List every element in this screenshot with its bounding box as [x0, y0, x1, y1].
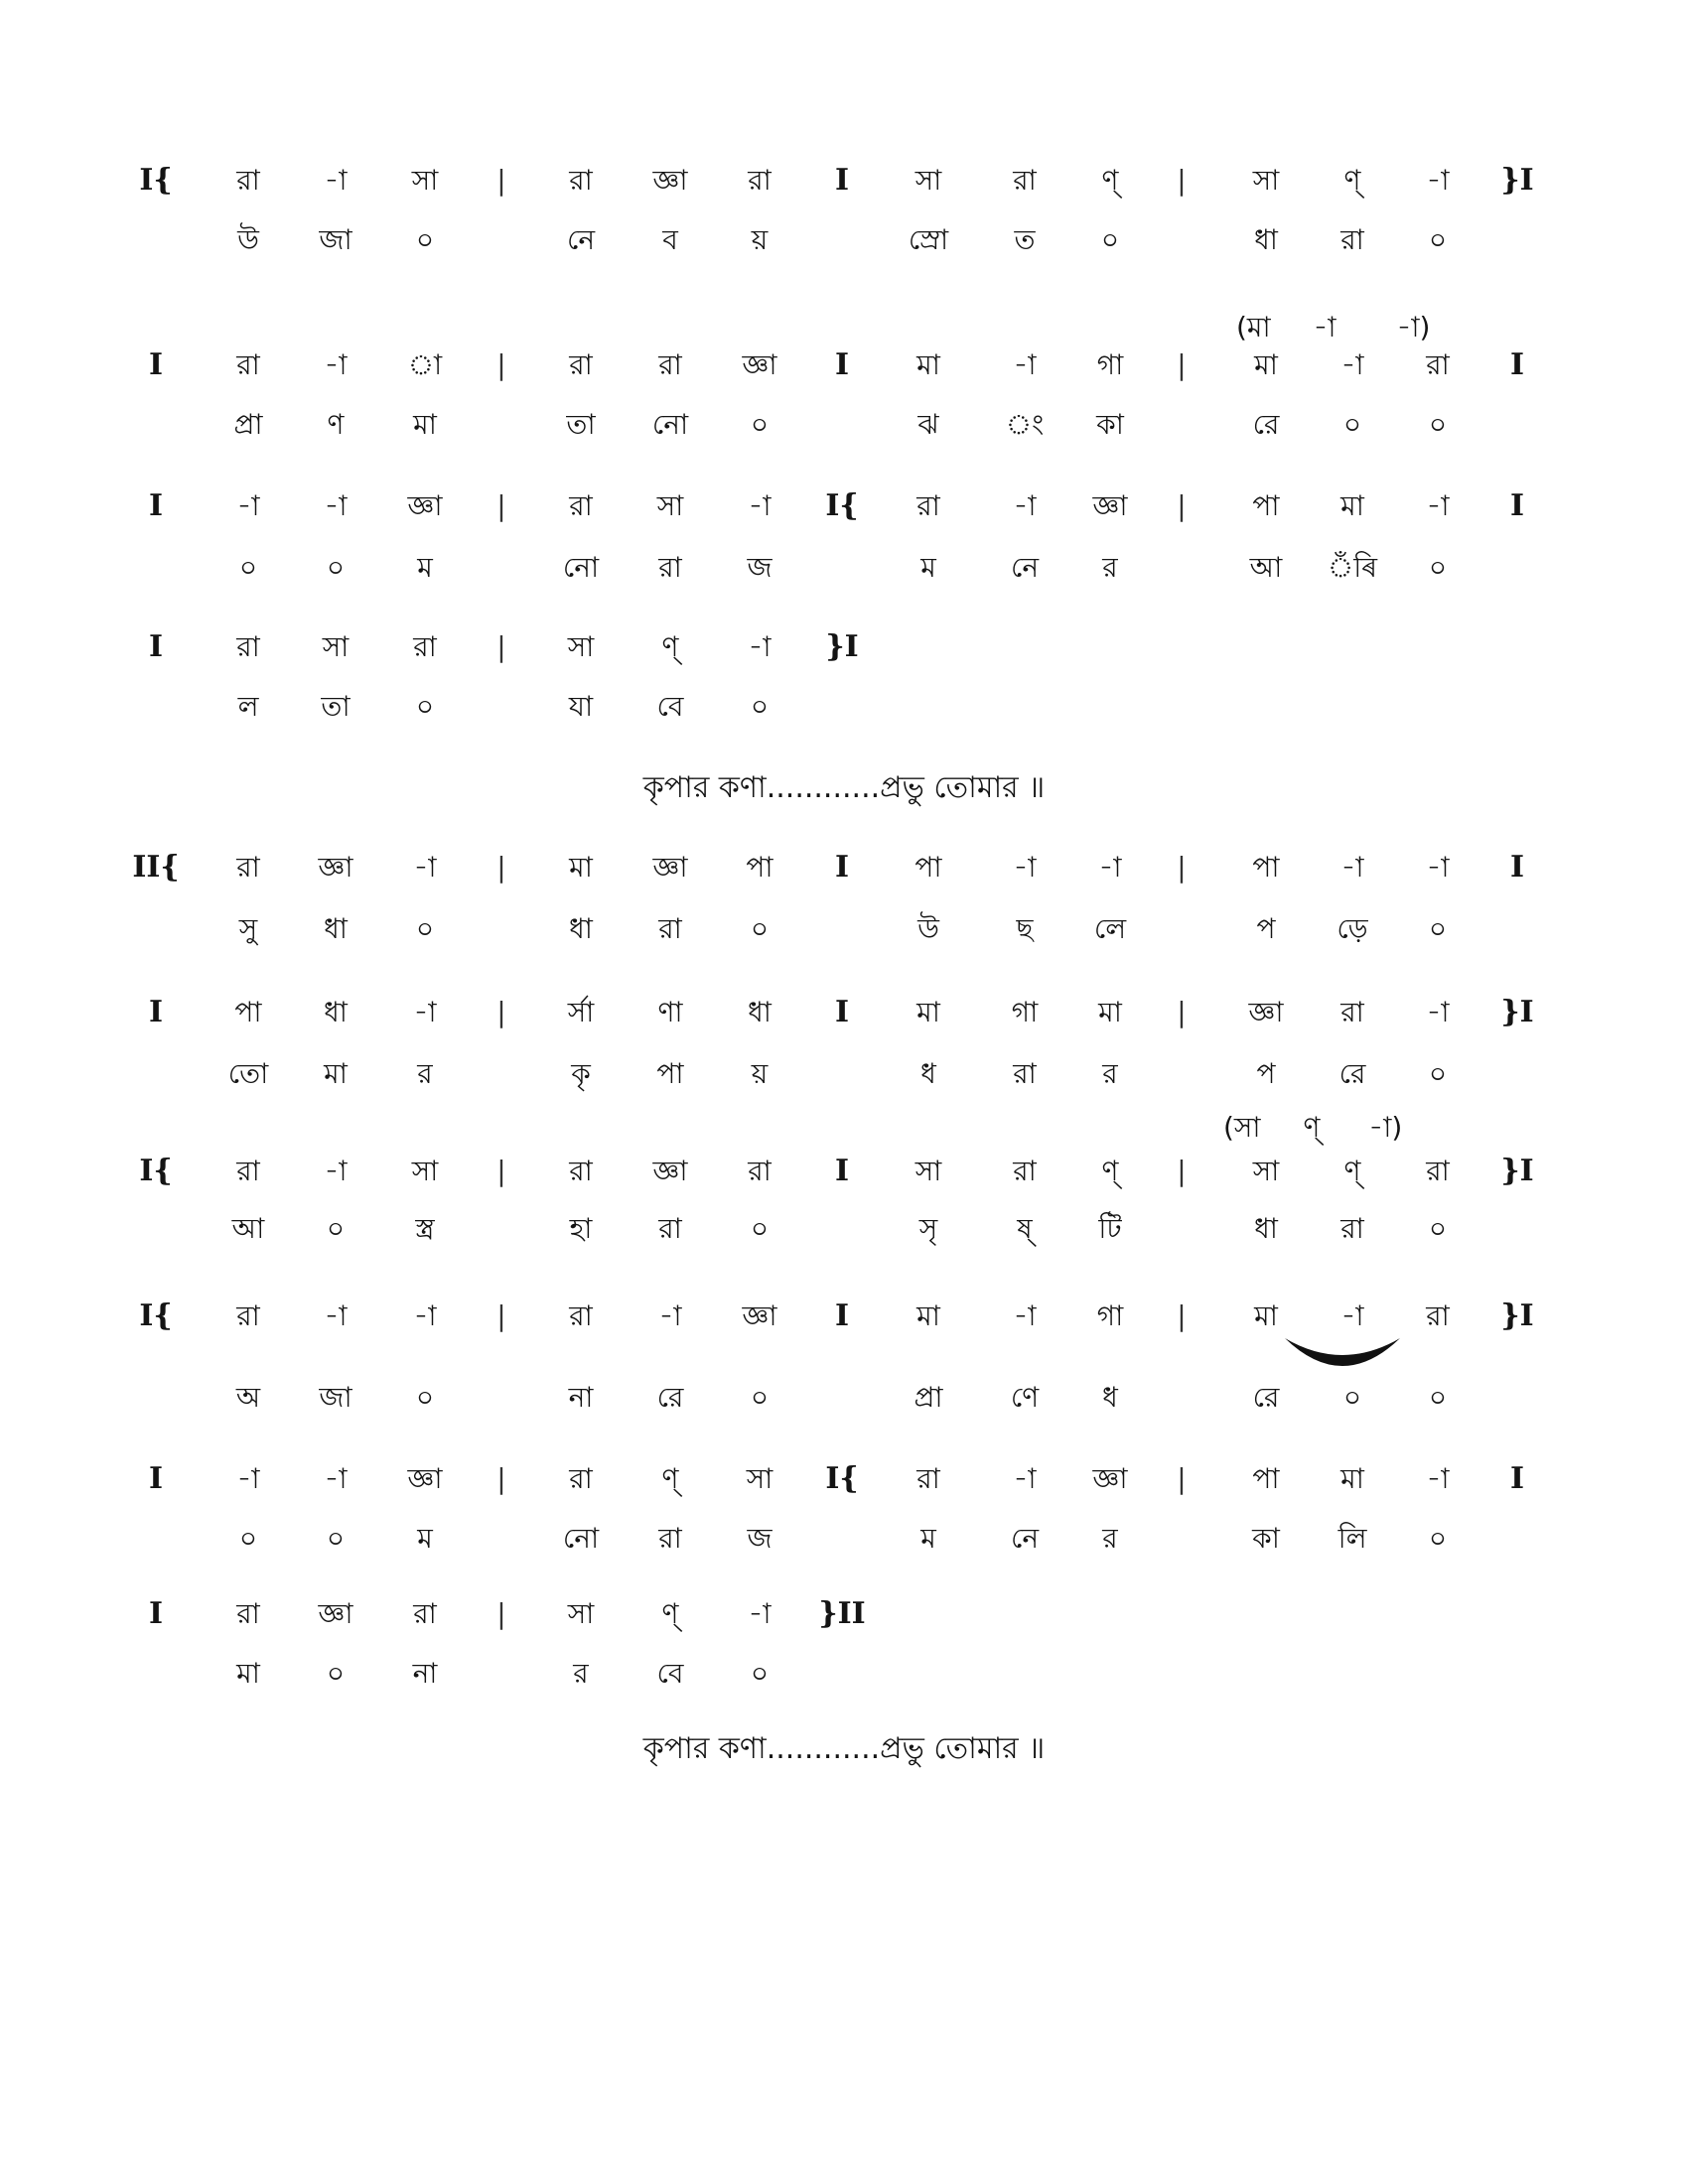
- notation-cell: রা: [569, 348, 593, 381]
- lyric-syllable: রা: [658, 912, 682, 945]
- notation-cell: ধা: [748, 996, 772, 1028]
- lyric-syllable: রা: [658, 1212, 682, 1245]
- lyric-syllable: র: [417, 1057, 433, 1090]
- bar-marker: I{: [139, 1298, 173, 1333]
- notation-cell: রা: [413, 630, 437, 663]
- lyric-syllable: ০: [1428, 1381, 1448, 1414]
- bar-marker: }I: [1500, 163, 1534, 198]
- lyric-syllable: ০: [326, 551, 346, 584]
- lyric-syllable: না: [568, 1381, 594, 1414]
- lyric-syllable: টি: [1098, 1212, 1122, 1245]
- lyrics-row-9: [0, 1519, 1688, 1559]
- lyric-syllable: রা: [1340, 1212, 1364, 1245]
- lyric-syllable: ০: [750, 1212, 770, 1245]
- lyric-syllable: স্রো: [908, 223, 949, 256]
- lyric-syllable: রে: [1252, 1381, 1280, 1414]
- notation-cell: ণ্: [1101, 1155, 1119, 1187]
- lyric-syllable: তো: [227, 1057, 269, 1090]
- lyric-syllable: ণ: [327, 408, 345, 441]
- notation-cell: জ্ঞা: [1092, 1462, 1128, 1495]
- notation-cell: রা: [569, 1155, 593, 1187]
- lyric-syllable: জ: [747, 1522, 773, 1555]
- lyric-syllable: ঁৰি: [1328, 551, 1377, 584]
- notation-row-10: [0, 1594, 1688, 1634]
- notation-cell: রা: [1340, 996, 1364, 1028]
- notation-cell: মা: [1254, 1299, 1278, 1332]
- bar-marker: I: [834, 1154, 850, 1188]
- beat-divider: |: [496, 851, 506, 884]
- lyric-syllable: মা: [324, 1057, 348, 1090]
- lyric-syllable: পা: [656, 1057, 684, 1090]
- notation-cell: ণ্: [661, 1597, 679, 1630]
- lyric-syllable: তা: [566, 408, 596, 441]
- notation-cell: রা: [569, 1462, 593, 1495]
- lyric-syllable: ০: [326, 1657, 346, 1690]
- lyrics-row-5: [0, 909, 1688, 949]
- beat-divider: |: [496, 1155, 506, 1187]
- lyric-syllable: উ: [237, 223, 259, 256]
- bar-marker: I: [834, 850, 850, 885]
- lyric-syllable: ড়ে: [1336, 912, 1368, 945]
- bar-marker: I: [148, 995, 164, 1029]
- lyric-syllable: তা: [321, 690, 351, 723]
- notation-cell: -া: [236, 489, 260, 522]
- slur-mark: [1281, 1332, 1404, 1378]
- lyric-syllable: ০: [415, 223, 435, 256]
- lyric-syllable: ০: [1428, 1057, 1448, 1090]
- notation-cell: ণ্: [1343, 1155, 1361, 1187]
- notation-cell: পা: [914, 851, 942, 884]
- notation-cell: রা: [413, 1597, 437, 1630]
- notation-cell: -া: [1340, 851, 1364, 884]
- notation-cell: -া: [324, 489, 348, 522]
- notation-cell: -া: [413, 851, 437, 884]
- notation-row-4: [0, 627, 1688, 667]
- notation-cell: জ্ঞা: [1248, 996, 1284, 1028]
- notation-cell: -া: [1098, 851, 1122, 884]
- lyric-syllable: ০: [415, 1381, 435, 1414]
- bar-marker: I: [148, 347, 164, 382]
- lyric-syllable: ০: [326, 1212, 346, 1245]
- lyric-syllable: ০: [1428, 223, 1448, 256]
- notation-cell: রা: [1426, 348, 1450, 381]
- lyric-syllable: য়: [751, 223, 769, 256]
- lyric-syllable: ০: [1428, 1212, 1448, 1245]
- notation-cell: -া: [748, 489, 772, 522]
- bar-marker: II{: [132, 850, 180, 885]
- bar-marker: }I: [1500, 1154, 1534, 1188]
- lyric-syllable: নে: [1010, 1522, 1040, 1555]
- alternate-notes-1: [1236, 310, 1430, 345]
- lyric-syllable: রা: [658, 551, 682, 584]
- bar-marker: I: [148, 488, 164, 523]
- lyric-syllable: ০: [1100, 223, 1120, 256]
- lyric-syllable: ম: [417, 551, 433, 584]
- lyric-syllable: বে: [656, 1657, 684, 1690]
- notation-cell: রা: [1426, 1155, 1450, 1187]
- notation-cell: -া: [324, 1155, 348, 1187]
- notation-row-8: [0, 1297, 1688, 1336]
- lyrics-row-2: [0, 405, 1688, 445]
- lyric-syllable: প্রা: [233, 408, 263, 441]
- alternate-note: (সা: [1223, 1111, 1261, 1144]
- lyric-syllable: মা: [413, 408, 437, 441]
- notation-cell: রা: [1013, 1155, 1037, 1187]
- notation-cell: জ্ঞা: [318, 1597, 353, 1630]
- notation-cell: পা: [1252, 1462, 1280, 1495]
- lyric-syllable: ব: [662, 223, 678, 256]
- notation-cell: রা: [1426, 1299, 1450, 1332]
- notation-cell: ণ্: [1343, 164, 1361, 197]
- lyric-syllable: ০: [1342, 408, 1362, 441]
- notation-cell: মা: [916, 1299, 940, 1332]
- lyric-syllable: ০: [415, 690, 435, 723]
- lyrics-row-1: [0, 220, 1688, 260]
- lyric-syllable: রে: [656, 1381, 684, 1414]
- notation-cell: জ্ঞা: [652, 164, 688, 197]
- bar-marker: I{: [139, 163, 173, 198]
- lyric-syllable: প্রা: [914, 1381, 943, 1414]
- lyric-syllable: লি: [1337, 1522, 1367, 1555]
- lyric-syllable: জা: [319, 1381, 352, 1414]
- lyric-syllable: ০: [238, 1522, 258, 1555]
- lyric-syllable: উ: [917, 912, 939, 945]
- notation-cell: -া: [1013, 1462, 1037, 1495]
- notation-cell: -া: [324, 1299, 348, 1332]
- notation-cell: রা: [916, 489, 940, 522]
- notation-cell: রা: [236, 348, 260, 381]
- notation-cell: পা: [1252, 851, 1280, 884]
- beat-divider: |: [1177, 489, 1187, 522]
- lyric-syllable: য়: [751, 1057, 769, 1090]
- notation-cell: রা: [236, 1299, 260, 1332]
- notation-cell: ণ্: [1101, 164, 1119, 197]
- lyric-syllable: কৃ: [571, 1057, 591, 1090]
- lyric-syllable: কা: [1252, 1522, 1280, 1555]
- lyric-syllable: আ: [1249, 551, 1283, 584]
- notation-cell: রা: [236, 630, 260, 663]
- notation-cell: মা: [916, 996, 940, 1028]
- bar-marker: I: [834, 995, 850, 1029]
- bar-marker: }I: [1500, 995, 1534, 1029]
- lyric-syllable: ০: [750, 1381, 770, 1414]
- lyrics-row-10: [0, 1654, 1688, 1694]
- beat-divider: |: [1177, 1462, 1187, 1495]
- notation-cell: -া: [1426, 996, 1450, 1028]
- notation-cell: -া: [324, 1462, 348, 1495]
- notation-cell: -া: [1013, 851, 1037, 884]
- lyric-syllable: ধ: [920, 1057, 936, 1090]
- lyric-syllable: ০: [750, 690, 770, 723]
- alternate-note: (মা: [1236, 311, 1271, 343]
- bar-marker: I: [148, 1596, 164, 1631]
- lyric-syllable: ০: [750, 1657, 770, 1690]
- bar-marker: }I: [1500, 1298, 1534, 1333]
- lyric-syllable: প: [1256, 1057, 1276, 1090]
- alternate-note: -া): [1368, 1111, 1403, 1144]
- lyric-syllable: নো: [562, 551, 600, 584]
- notation-row-6: [0, 993, 1688, 1032]
- beat-divider: |: [496, 348, 506, 381]
- notation-row-3: [0, 486, 1688, 526]
- notation-row-1: [0, 161, 1688, 201]
- alternate-note: -া): [1396, 311, 1431, 343]
- notation-cell: র্সা: [567, 996, 595, 1028]
- alternate-note: -া: [1313, 311, 1336, 343]
- bar-marker: I{: [825, 488, 859, 523]
- notation-cell: সা: [411, 164, 439, 197]
- lyric-syllable: রে: [1252, 408, 1280, 441]
- lyric-syllable: না: [412, 1657, 438, 1690]
- notation-cell: সা: [567, 630, 595, 663]
- notation-cell: রা: [236, 851, 260, 884]
- notation-cell: ণ্: [661, 1462, 679, 1495]
- beat-divider: |: [496, 1597, 506, 1630]
- notation-cell: রা: [748, 164, 772, 197]
- notation-cell: া: [407, 348, 443, 381]
- lyric-syllable: র: [1102, 1057, 1118, 1090]
- lyric-syllable: ধা: [324, 912, 348, 945]
- notation-cell: পা: [746, 851, 774, 884]
- bar-marker: I: [1509, 850, 1525, 885]
- notation-cell: -া: [1013, 489, 1037, 522]
- lyric-syllable: ল: [237, 690, 259, 723]
- notation-cell: -া: [1013, 1299, 1037, 1332]
- beat-divider: |: [1177, 1299, 1187, 1332]
- lyric-syllable: লে: [1093, 912, 1127, 945]
- lyric-syllable: রা: [1340, 223, 1364, 256]
- lyric-syllable: মা: [236, 1657, 260, 1690]
- notation-cell: -া: [748, 630, 772, 663]
- beat-divider: |: [496, 996, 506, 1028]
- notation-cell: সা: [1252, 1155, 1280, 1187]
- notation-cell: রা: [569, 164, 593, 197]
- lyric-syllable: অ: [235, 1381, 261, 1414]
- lyric-syllable: নে: [566, 223, 596, 256]
- lyric-syllable: রা: [658, 1522, 682, 1555]
- lyric-syllable: জা: [319, 223, 352, 256]
- notation-cell: সা: [567, 1597, 595, 1630]
- lyric-syllable: জ: [747, 551, 773, 584]
- lyric-syllable: ০: [1342, 1381, 1362, 1414]
- notation-cell: সা: [914, 164, 942, 197]
- lyric-syllable: ০: [1428, 1522, 1448, 1555]
- lyric-syllable: র: [1102, 1522, 1118, 1555]
- beat-divider: |: [496, 489, 506, 522]
- notation-cell: জ্ঞা: [742, 348, 777, 381]
- notation-cell: জ্ঞা: [407, 1462, 443, 1495]
- refrain-line-2: কৃপার কণা............প্রভু তোমার ॥: [642, 1731, 1046, 1766]
- lyric-syllable: ০: [238, 551, 258, 584]
- notation-row-9: [0, 1459, 1688, 1499]
- beat-divider: |: [1177, 1155, 1187, 1187]
- lyrics-row-3: [0, 548, 1688, 588]
- notation-cell: -া: [1340, 348, 1364, 381]
- notation-cell: জ্ঞা: [742, 1299, 777, 1332]
- bar-marker: I: [148, 1461, 164, 1496]
- notation-cell: -া: [1426, 489, 1450, 522]
- notation-row-2: [0, 345, 1688, 385]
- notation-cell: মা: [1340, 489, 1364, 522]
- notation-cell: রা: [236, 1155, 260, 1187]
- lyrics-row-6: [0, 1054, 1688, 1094]
- notation-cell: সা: [746, 1462, 774, 1495]
- lyric-syllable: ০: [415, 912, 435, 945]
- lyric-syllable: রা: [1013, 1057, 1037, 1090]
- notation-cell: জ্ঞা: [407, 489, 443, 522]
- notation-row-7: [0, 1152, 1688, 1191]
- beat-divider: |: [1177, 348, 1187, 381]
- lyric-syllable: ম: [920, 1522, 936, 1555]
- lyric-syllable: রে: [1338, 1057, 1366, 1090]
- lyric-syllable: ং: [1005, 408, 1045, 441]
- beat-divider: |: [496, 630, 506, 663]
- alternate-note: ণ্: [1303, 1111, 1321, 1144]
- lyric-syllable: ধা: [569, 912, 593, 945]
- notation-cell: -া: [413, 1299, 437, 1332]
- notation-cell: -া: [658, 1299, 682, 1332]
- lyric-syllable: সু: [238, 912, 258, 945]
- notation-cell: -া: [324, 348, 348, 381]
- lyric-syllable: যা: [568, 690, 594, 723]
- notation-cell: জ্ঞা: [1092, 489, 1128, 522]
- bar-marker: I{: [139, 1154, 173, 1188]
- bar-marker: }I: [825, 629, 859, 664]
- notation-cell: -া: [413, 996, 437, 1028]
- notation-cell: সা: [914, 1155, 942, 1187]
- alternate-notes-2: [1223, 1110, 1402, 1146]
- notation-cell: জ্ঞা: [318, 851, 353, 884]
- bar-marker: I: [834, 1298, 850, 1333]
- notation-cell: -া: [1426, 164, 1450, 197]
- notation-cell: সা: [322, 630, 350, 663]
- lyrics-row-8: [0, 1378, 1688, 1418]
- notation-cell: -া: [1013, 348, 1037, 381]
- notation-cell: সা: [656, 489, 684, 522]
- lyric-syllable: কা: [1096, 408, 1124, 441]
- lyric-syllable: বে: [656, 690, 684, 723]
- notation-cell: জ্ঞা: [652, 851, 688, 884]
- bar-marker: I: [834, 163, 850, 198]
- beat-divider: |: [496, 1462, 506, 1495]
- notation-cell: পা: [234, 996, 262, 1028]
- lyric-syllable: প: [1256, 912, 1276, 945]
- notation-cell: সা: [411, 1155, 439, 1187]
- lyric-syllable: ঝ: [917, 408, 939, 441]
- notation-cell: -া: [1340, 1299, 1364, 1332]
- lyric-syllable: ০: [750, 408, 770, 441]
- notation-cell: রা: [569, 489, 593, 522]
- notation-cell: রা: [658, 348, 682, 381]
- beat-divider: |: [496, 164, 506, 197]
- bar-marker: I: [148, 629, 164, 664]
- notation-cell: -া: [236, 1462, 260, 1495]
- notation-cell: রা: [236, 164, 260, 197]
- lyric-syllable: ণে: [1010, 1381, 1040, 1414]
- notation-cell: মা: [1254, 348, 1278, 381]
- lyric-syllable: ০: [1428, 408, 1448, 441]
- lyric-syllable: ম: [920, 551, 936, 584]
- lyric-syllable: নো: [562, 1522, 600, 1555]
- notation-cell: মা: [1340, 1462, 1364, 1495]
- lyrics-row-7: [0, 1209, 1688, 1249]
- notation-cell: রা: [569, 1299, 593, 1332]
- lyric-syllable: স্ত্র: [415, 1212, 435, 1245]
- notation-cell: মা: [916, 348, 940, 381]
- notation-cell: রা: [236, 1597, 260, 1630]
- bar-marker: I{: [825, 1461, 859, 1496]
- bar-marker: I: [834, 347, 850, 382]
- lyric-syllable: নে: [1010, 551, 1040, 584]
- notation-cell: ণ্: [661, 630, 679, 663]
- lyric-syllable: হা: [569, 1212, 593, 1245]
- lyric-syllable: ধ: [1102, 1381, 1118, 1414]
- bar-marker: I: [1509, 488, 1525, 523]
- notation-cell: -া: [748, 1597, 772, 1630]
- lyric-syllable: ০: [1428, 551, 1448, 584]
- bar-marker: }II: [818, 1596, 866, 1631]
- notation-cell: রা: [916, 1462, 940, 1495]
- beat-divider: |: [1177, 996, 1187, 1028]
- notation-cell: -া: [324, 164, 348, 197]
- lyric-syllable: র: [1102, 551, 1118, 584]
- notation-cell: পা: [1252, 489, 1280, 522]
- notation-cell: -া: [1426, 1462, 1450, 1495]
- bar-marker: I: [1509, 1461, 1525, 1496]
- lyric-syllable: ০: [750, 912, 770, 945]
- lyric-syllable: ০: [326, 1522, 346, 1555]
- bar-marker: I: [1509, 347, 1525, 382]
- lyric-syllable: ত: [1014, 223, 1036, 256]
- lyric-syllable: ম: [417, 1522, 433, 1555]
- lyric-syllable: ধা: [1254, 223, 1278, 256]
- lyric-syllable: নো: [651, 408, 689, 441]
- beat-divider: |: [1177, 851, 1187, 884]
- refrain-line-1: কৃপার কণা............প্রভু তোমার ॥: [642, 770, 1046, 805]
- lyric-syllable: ষ্: [1017, 1212, 1033, 1245]
- notation-cell: রা: [1013, 164, 1037, 197]
- notation-cell: মা: [569, 851, 593, 884]
- notation-row-5: [0, 848, 1688, 887]
- lyric-syllable: ছ: [1016, 912, 1034, 945]
- notation-cell: ধা: [324, 996, 348, 1028]
- lyrics-row-4: [0, 687, 1688, 727]
- lyric-syllable: ০: [1428, 912, 1448, 945]
- lyric-syllable: সৃ: [918, 1212, 938, 1245]
- lyric-syllable: আ: [231, 1212, 265, 1245]
- notation-cell: সা: [1252, 164, 1280, 197]
- notation-cell: ণা: [657, 996, 683, 1028]
- notation-cell: গা: [1096, 1299, 1124, 1332]
- beat-divider: |: [496, 1299, 506, 1332]
- notation-cell: গা: [1011, 996, 1039, 1028]
- notation-cell: জ্ঞা: [652, 1155, 688, 1187]
- lyric-syllable: ধা: [1254, 1212, 1278, 1245]
- lyric-syllable: র: [573, 1657, 589, 1690]
- notation-cell: গা: [1096, 348, 1124, 381]
- notation-cell: -া: [1426, 851, 1450, 884]
- notation-cell: মা: [1098, 996, 1122, 1028]
- beat-divider: |: [1177, 164, 1187, 197]
- notation-cell: রা: [748, 1155, 772, 1187]
